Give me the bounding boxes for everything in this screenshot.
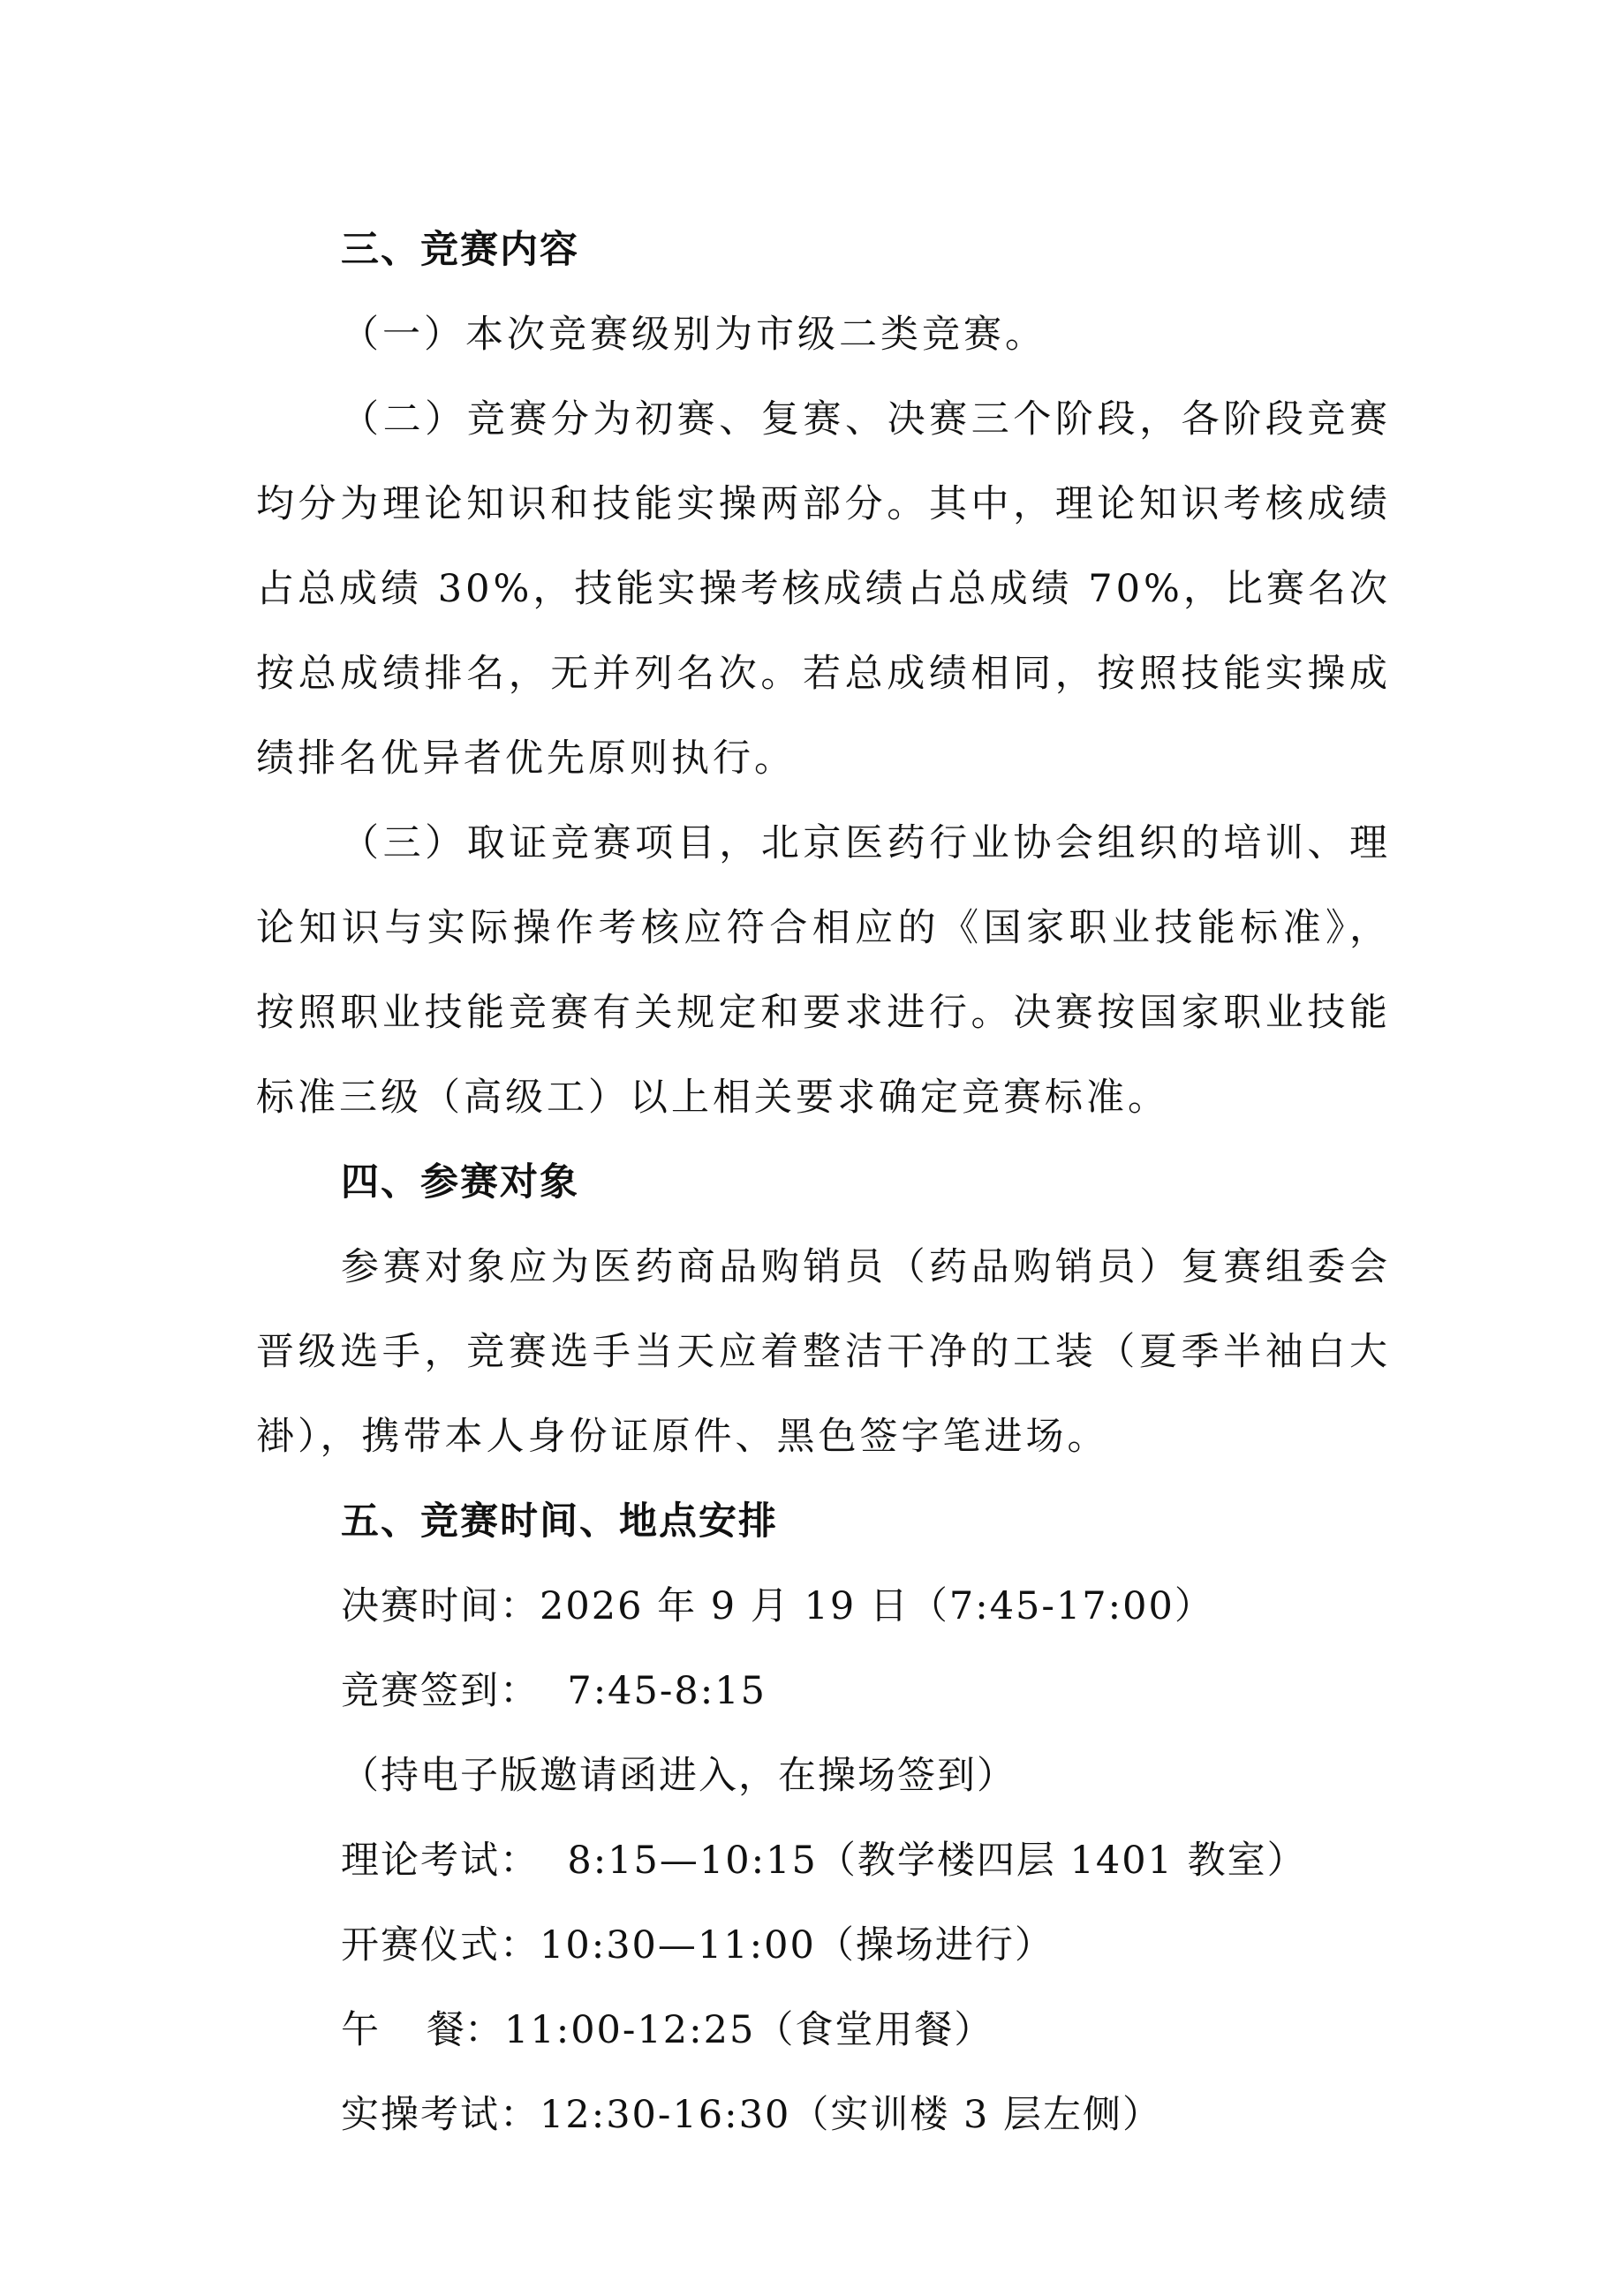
section-participants <box>256 1140 1391 1479</box>
schedule-colon: ： <box>500 1839 540 1883</box>
schedule-label: 决赛时间 <box>341 1584 500 1628</box>
schedule-item-opening-ceremony <box>256 1903 1391 1988</box>
schedule-colon: ： <box>500 1669 540 1713</box>
schedule-value: 8:15—10:15（教学楼四层 1401 教室） <box>540 1839 1307 1883</box>
schedule-label: 理论考试 <box>341 1839 500 1883</box>
schedule-value: 11:00-12:25（食堂用餐） <box>504 2008 994 2052</box>
schedule-colon: ： <box>500 1584 540 1628</box>
paragraph-competition-level: （一）本次竞赛级别为市级二类竞赛。 <box>341 313 1046 357</box>
schedule-item-check-in-note <box>256 1733 1391 1818</box>
schedule-colon: ： <box>500 1923 540 1967</box>
schedule-item-practical-exam <box>256 2073 1391 2157</box>
schedule-value: 12:30-16:30（实训楼 3 层左侧） <box>540 2093 1163 2137</box>
section-competition-content <box>256 208 1391 1140</box>
schedule-label: 竞赛签到 <box>341 1669 500 1713</box>
schedule-value: （持电子版邀请函进入，在操场签到） <box>341 1754 1016 1798</box>
section-time-location <box>256 1479 1391 2157</box>
section-heading-time-location: 五、竞赛时间、地点安排 <box>341 1499 778 1544</box>
section-heading-competition-content: 三、竞赛内容 <box>341 228 579 272</box>
paragraph-competition-stages: （二）竞赛分为初赛、复赛、决赛三个阶段，各阶段竞赛均分为理论知识和技能实操两部分。其中，理论知识考核成绩占总成绩 30%，技能实操考核成绩占总成绩 70%，比赛名次按总成绩排名，无并列名次。若总成绩相同，按照技能实操成绩排名优异者优先原则执行。 <box>256 397 1391 781</box>
schedule-item-check-in <box>256 1649 1391 1733</box>
section-heading-participants: 四、参赛对象 <box>341 1160 579 1205</box>
schedule-list <box>256 1564 1391 2157</box>
schedule-value: 2026 年 9 月 19 日（7:45-17:00） <box>540 1584 1214 1628</box>
schedule-value: 7:45-8:15 <box>540 1669 767 1713</box>
schedule-colon: ： <box>500 2093 540 2137</box>
schedule-item-theory-exam <box>256 1818 1391 1903</box>
schedule-label: 实操考试 <box>341 2093 500 2137</box>
document-content <box>256 208 1391 2157</box>
schedule-item-final-time <box>256 1564 1391 1649</box>
paragraph-participants: 参赛对象应为医药商品购销员（药品购销员）复赛组委会晋级选手，竞赛选手当天应着整洁干净的工装（夏季半袖白大褂），携带本人身份证原件、黑色签字笔进场。 <box>256 1245 1391 1459</box>
schedule-item-lunch <box>256 1988 1391 2073</box>
schedule-colon: ： <box>465 2008 504 2052</box>
schedule-label: 开赛仪式 <box>341 1923 500 1967</box>
paragraph-certification-items: （三）取证竞赛项目，北京医药行业协会组织的培训、理论知识与实际操作考核应符合相应的《国家职业技能标准》，按照职业技能竞赛有关规定和要求进行。决赛按国家职业技能标准三级（高级工）以上相关要求确定竞赛标准。 <box>256 821 1391 1120</box>
schedule-value: 10:30—11:00（操场进行） <box>540 1923 1054 1967</box>
schedule-label-char: 餐 <box>427 2008 465 2052</box>
schedule-label-char: 午 <box>341 2008 379 2052</box>
